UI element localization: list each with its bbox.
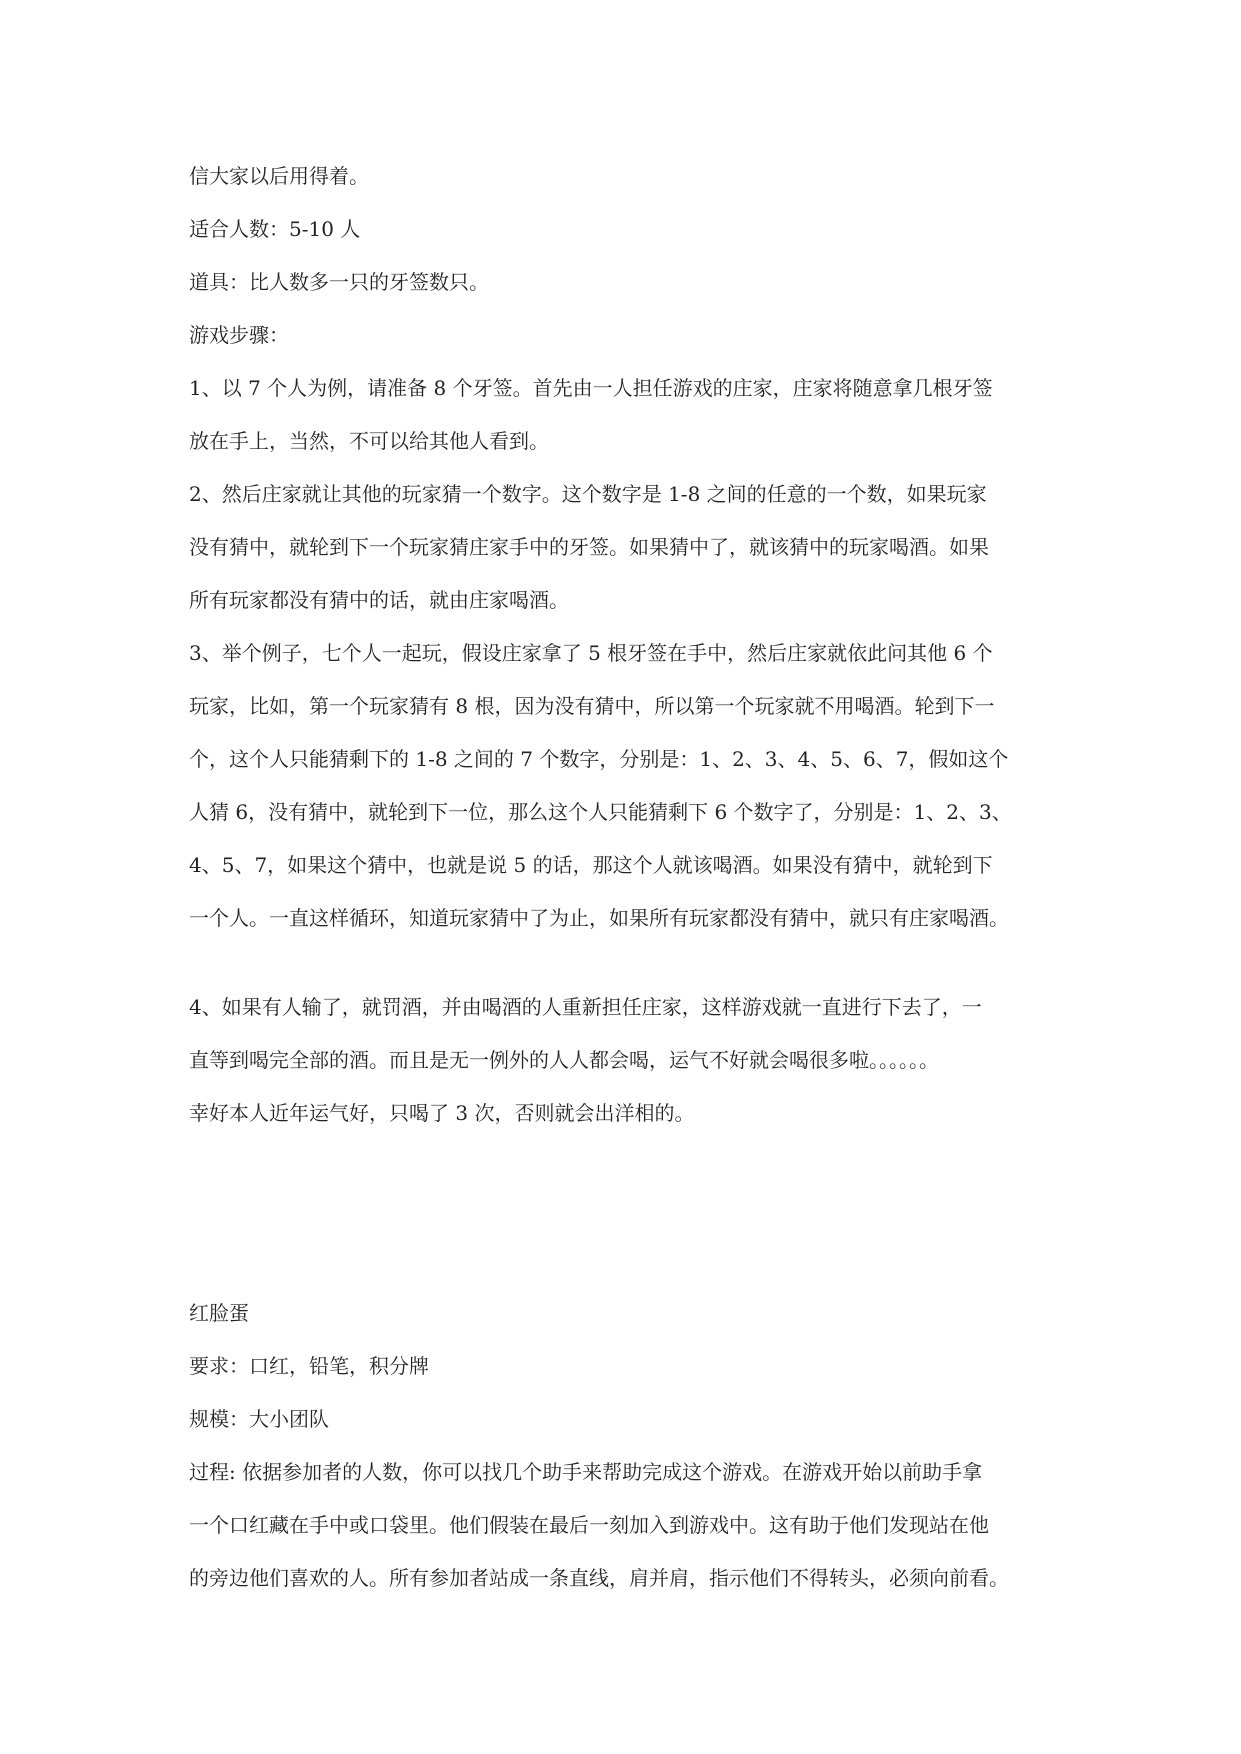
text-line: 的旁边他们喜欢的人。所有参加者站成一条直线，肩并肩，指示他们不得转头，必须向前看。	[189, 1566, 1009, 1590]
text-line: 信大家以后用得着。	[189, 164, 369, 188]
text-line: 规模：大小团队	[189, 1407, 329, 1431]
text-line: 直等到喝完全部的酒。而且是无一例外的人人都会喝，运气不好就会喝很多啦。。。。。。	[189, 1048, 939, 1072]
text-line: 4、5、7，如果这个猜中，也就是说 5 的话，那这个人就该喝酒。如果没有猜中，就轮到下	[189, 853, 993, 877]
section-penalty-rule	[189, 981, 1069, 1140]
section-red-cheek-game	[189, 1287, 1069, 1605]
text-line: 游戏步骤：	[189, 323, 289, 347]
text-line: 道具：比人数多一只的牙签数只。	[189, 270, 489, 294]
text-line: 没有猜中，就轮到下一个玩家猜庄家手中的牙签。如果猜中了，就该猜中的玩家喝酒。如果	[189, 535, 989, 559]
text-line: 3、举个例子，七个人一起玩，假设庄家拿了 5 根牙签在手中，然后庄家就依此问其他 6 个	[189, 641, 993, 665]
section-toothpick-game	[189, 150, 1069, 945]
text-line: 2、然后庄家就让其他的玩家猜一个数字。这个数字是 1-8 之间的任意的一个数，如果玩家	[189, 482, 987, 506]
text-line: 1、以 7 个人为例，请准备 8 个牙签。首先由一人担任游戏的庄家，庄家将随意拿几根牙签	[189, 376, 993, 400]
text-line: 要求：口红，铅笔，积分牌	[189, 1354, 429, 1378]
text-line: 适合人数：5-10 人	[189, 217, 361, 241]
text-line: 玩家，比如，第一个玩家猜有 8 根，因为没有猜中，所以第一个玩家就不用喝酒。轮到下一	[189, 694, 995, 718]
text-line: 一个口红藏在手中或口袋里。他们假装在最后一刻加入到游戏中。这有助于他们发现站在他	[189, 1513, 989, 1537]
text-line: 放在手上，当然，不可以给其他人看到。	[189, 429, 549, 453]
text-line: 个，这个人只能猜剩下的 1-8 之间的 7 个数字，分别是：1、2、3、4、5、6、7，假如这个	[189, 747, 1009, 771]
text-line: 人猜 6，没有猜中，就轮到下一位，那么这个人只能猜剩下 6 个数字了，分别是：1、2、3、	[189, 800, 1012, 824]
text-line: 一个人。一直这样循环，知道玩家猜中了为止，如果所有玩家都没有猜中，就只有庄家喝酒。	[189, 906, 1009, 930]
text-line: 4、如果有人输了，就罚酒，并由喝酒的人重新担任庄家，这样游戏就一直进行下去了，一	[189, 995, 982, 1019]
section-heading: 红脸蛋	[189, 1301, 249, 1325]
text-line: 幸好本人近年运气好，只喝了 3 次，否则就会出洋相的。	[189, 1101, 695, 1125]
text-line: 所有玩家都没有猜中的话，就由庄家喝酒。	[189, 588, 569, 612]
text-line: 过程: 依据参加者的人数，你可以找几个助手来帮助完成这个游戏。在游戏开始以前助手拿	[189, 1460, 983, 1484]
